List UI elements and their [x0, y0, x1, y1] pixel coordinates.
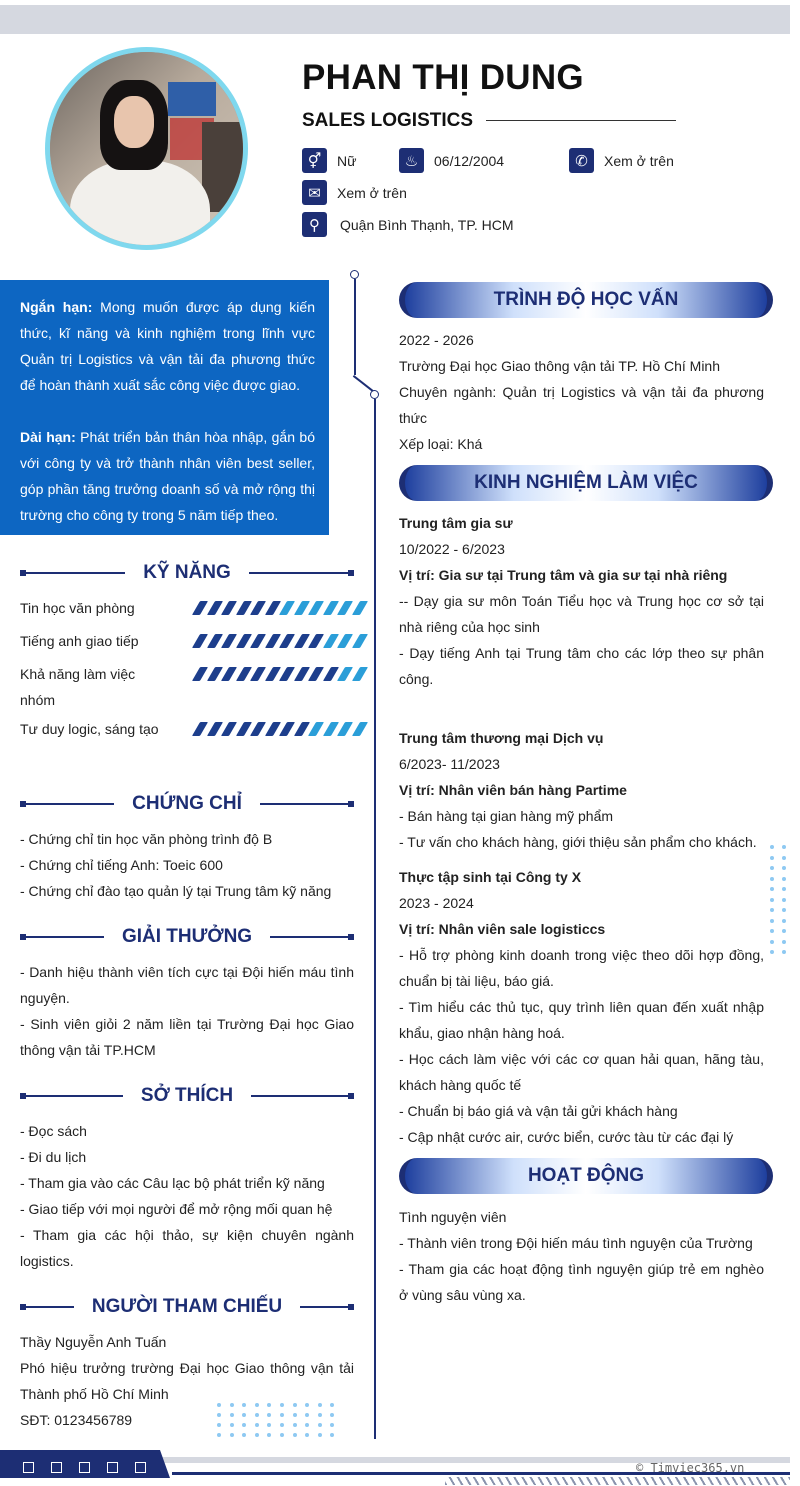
decorative-dot — [305, 1413, 309, 1417]
job-position: Vị trí: Nhân viên sale logisticcs — [399, 921, 606, 937]
decorative-dot — [242, 1403, 246, 1407]
timeline-line — [374, 399, 376, 1439]
list-item: - Tham gia các hội thảo, sự kiện chuyên ngành logistics. — [20, 1227, 354, 1269]
career-objective — [0, 280, 329, 535]
skill-level-segment — [192, 601, 208, 615]
decorative-dot — [770, 845, 774, 849]
decorative-dot — [305, 1403, 309, 1407]
decorative-dot — [330, 1433, 334, 1437]
decorative-dot — [770, 908, 774, 912]
decorative-dot — [255, 1413, 259, 1417]
skill-level-segment — [192, 634, 208, 648]
skill-level-segment — [322, 634, 338, 648]
decorative-dot — [770, 866, 774, 870]
list-item: - Danh hiệu thành viên tích cực tại Đội hiến máu tình nguyện. — [20, 964, 354, 1006]
decorative-dot — [330, 1403, 334, 1407]
skill-name: Khả năng làm việc nhóm — [20, 666, 136, 708]
skill-level-segment — [264, 667, 280, 681]
awards-list — [20, 959, 354, 1063]
decorative-dot — [782, 940, 786, 944]
certificates-heading — [20, 792, 354, 816]
long-term-text: Phát triển bản thân hòa nhập, gắn bó với công ty và trở thành nhân viên best seller, góp phần tăng trưởng doanh số và mở rộng thị trường cho công ty trong 5 năm tiếp theo. — [20, 429, 315, 523]
skill-level-segment — [279, 601, 295, 615]
job-duty: - Tìm hiểu các thủ tục, quy trình liên quan đến xuất nhập khẩu, giao nhận hàng hoá. — [399, 999, 764, 1041]
skill-level-segment — [250, 601, 266, 615]
gender-row — [302, 148, 356, 173]
skill-level-segment — [337, 634, 353, 648]
skills-heading — [20, 561, 354, 585]
decorative-dot — [770, 898, 774, 902]
awards-heading — [20, 925, 354, 949]
skill-row — [20, 661, 354, 713]
education-heading — [399, 282, 773, 318]
education-school: Trường Đại học Giao thông vận tải TP. Hồ Chí Minh — [399, 358, 721, 374]
list-item: - Thành viên trong Đội hiến máu tình nguyện của Trường — [399, 1235, 753, 1251]
phone-icon: ✆ — [569, 148, 594, 173]
skill-row — [20, 595, 354, 621]
skill-level-segment — [221, 601, 237, 615]
list-item: - Giao tiếp với mọi người để mở rộng mối quan hệ — [20, 1201, 333, 1217]
experience-title: KINH NGHIỆM LÀM VIỆC — [474, 472, 698, 493]
skill-name: Tiếng anh giao tiếp — [20, 633, 139, 649]
skill-level-segment — [250, 667, 266, 681]
decorative-dot — [217, 1433, 221, 1437]
list-item: - Chứng chỉ đào tạo quản lý tại Trung tâm kỹ năng — [20, 883, 332, 899]
experience-item — [399, 510, 764, 692]
decorative-dot — [280, 1413, 284, 1417]
decorative-dot — [293, 1423, 297, 1427]
education-major: Chuyên ngành: Quản trị Logistics và vận tải đa phương thức — [399, 384, 764, 426]
skill-level-segment — [293, 722, 309, 736]
skill-level-bar — [196, 634, 370, 648]
timeline-dot — [350, 270, 359, 279]
experience-item — [399, 725, 764, 855]
skill-level-segment — [337, 667, 353, 681]
avatar — [45, 47, 248, 250]
phone-row — [569, 148, 674, 173]
decorative-dot — [255, 1403, 259, 1407]
skill-level-bar — [196, 722, 370, 736]
skill-level-segment — [308, 722, 324, 736]
decorative-dot — [267, 1423, 271, 1427]
skill-name: Tư duy logic, sáng tạo — [20, 721, 159, 737]
decorative-dot — [217, 1403, 221, 1407]
decorative-dot — [770, 940, 774, 944]
short-term-text: Mong muốn được áp dụng kiến thức, kĩ năng và kinh nghiệm trong lĩnh vực Quản trị Logistics và vận tải đa phương thức để hoàn thành xuất sắc công việc được giao. — [20, 299, 315, 393]
footer-banner — [0, 1450, 800, 1486]
list-item: - Đi du lịch — [20, 1149, 87, 1165]
references-title: NGƯỜI THAM CHIẾU — [91, 1296, 283, 1317]
decorative-dot — [305, 1423, 309, 1427]
references-heading — [20, 1295, 354, 1319]
decorative-dot — [293, 1413, 297, 1417]
awards-title: GIẢI THƯỞNG — [121, 926, 253, 947]
skill-level-bar — [196, 601, 370, 615]
decorative-dot — [255, 1433, 259, 1437]
education-content — [399, 327, 764, 457]
job-title: SALES LOGISTICS — [302, 110, 474, 131]
list-item: - Chứng chỉ tin học văn phòng trình độ B — [20, 831, 273, 847]
skill-level-segment — [206, 634, 222, 648]
job-duty: - Chuẩn bị báo giá và vận tải gửi khách hàng — [399, 1103, 678, 1119]
skill-level-segment — [221, 667, 237, 681]
activities-title: HOẠT ĐỘNG — [527, 1165, 645, 1186]
decorative-dot — [217, 1413, 221, 1417]
job-period: 10/2022 - 6/2023 — [399, 541, 505, 557]
decorative-dot — [782, 887, 786, 891]
skill-level-segment — [322, 722, 338, 736]
skill-level-segment — [235, 722, 251, 736]
skill-level-segment — [351, 667, 367, 681]
candidate-name: PHAN THỊ DUNG — [302, 58, 584, 97]
decorative-dot — [293, 1433, 297, 1437]
skill-level-segment — [221, 722, 237, 736]
skill-level-segment — [293, 667, 309, 681]
decorative-dot — [280, 1433, 284, 1437]
decorative-dot — [293, 1403, 297, 1407]
decorative-dot — [230, 1433, 234, 1437]
skill-level-segment — [250, 722, 266, 736]
decorative-dot — [230, 1413, 234, 1417]
skill-level-segment — [279, 634, 295, 648]
job-duty: - Cập nhật cước air, cước biển, cước tàu từ các đại lý — [399, 1129, 734, 1145]
address-row — [302, 212, 514, 237]
decorative-dot — [242, 1423, 246, 1427]
birthday-cake-icon: ♨ — [399, 148, 424, 173]
skill-level-segment — [322, 667, 338, 681]
decorative-dot — [782, 950, 786, 954]
phone-value: Xem ở trên — [604, 152, 674, 169]
skill-level-segment — [279, 722, 295, 736]
decorative-dot — [770, 877, 774, 881]
decorative-dot — [770, 887, 774, 891]
job-duty: - Dạy tiếng Anh tại Trung tâm cho các lớp theo sự phân công. — [399, 645, 764, 687]
job-position: Vị trí: Nhân viên bán hàng Partime — [399, 782, 627, 798]
decorative-dot — [305, 1433, 309, 1437]
activities-content — [399, 1204, 764, 1308]
skill-level-segment — [192, 667, 208, 681]
skill-level-segment — [351, 722, 367, 736]
map-pin-icon: ⚲ — [302, 212, 327, 237]
education-period: 2022 - 2026 — [399, 332, 474, 348]
timeline-line — [354, 279, 356, 375]
list-item: - Tham gia các hoạt động tình nguyện giúp trẻ em nghèo ở vùng sâu vùng xa. — [399, 1261, 764, 1303]
skill-level-segment — [293, 601, 309, 615]
decorative-dot — [782, 919, 786, 923]
timeline-dot — [370, 390, 379, 399]
skill-level-segment — [337, 722, 353, 736]
skill-level-segment — [221, 634, 237, 648]
skill-level-segment — [235, 601, 251, 615]
job-period: 6/2023- 11/2023 — [399, 756, 500, 772]
skill-level-segment — [264, 601, 280, 615]
decorative-dot — [242, 1433, 246, 1437]
reference-title: Phó hiệu trưởng trường Đại học Giao thông vận tải Thành phố Hồ Chí Minh — [20, 1360, 354, 1402]
decorative-dot — [782, 877, 786, 881]
job-position: Vị trí: Gia sư tại Trung tâm và gia sư tại nhà riêng — [399, 567, 728, 583]
hobbies-title: SỞ THÍCH — [140, 1085, 234, 1106]
education-title: TRÌNH ĐỘ HỌC VẤN — [493, 289, 679, 310]
decorative-dot — [782, 929, 786, 933]
envelope-icon: ✉ — [302, 180, 327, 205]
certificates-title: CHỨNG CHỈ — [132, 793, 242, 814]
decorative-dot — [770, 950, 774, 954]
decorative-dot-grid — [770, 845, 786, 954]
company-name: Trung tâm gia sư — [399, 515, 513, 531]
decorative-dot — [782, 856, 786, 860]
job-duty: - Hỗ trợ phòng kinh doanh trong việc theo dõi hợp đồng, chuẩn bị tài liệu, báo giá. — [399, 947, 764, 989]
hobbies-list — [20, 1118, 354, 1274]
job-duty: - Tư vấn cho khách hàng, giới thiệu sản phẩm cho khách. — [399, 834, 757, 850]
job-duty: - Học cách làm việc với các cơ quan hải quan, hãng tàu, khách hàng quốc tế — [399, 1051, 764, 1093]
list-item: - Sinh viên giỏi 2 năm liền tại Trường Đại học Giao thông vận tải TP.HCM — [20, 1016, 354, 1058]
skill-level-segment — [308, 601, 324, 615]
skill-level-segment — [250, 634, 266, 648]
decorative-dot — [318, 1403, 322, 1407]
long-term-label: Dài hạn: — [20, 429, 76, 445]
skill-level-segment — [322, 601, 338, 615]
reference-name: Thầy Nguyễn Anh Tuấn — [20, 1334, 167, 1350]
skill-level-segment — [337, 601, 353, 615]
decorative-dot — [318, 1433, 322, 1437]
decorative-dot — [330, 1423, 334, 1427]
decorative-dot — [318, 1413, 322, 1417]
list-item: - Tham gia vào các Câu lạc bộ phát triển kỹ năng — [20, 1175, 325, 1191]
list-item: - Chứng chỉ tiếng Anh: Toeic 600 — [20, 857, 223, 873]
top-banner — [0, 5, 790, 34]
decorative-dot — [267, 1413, 271, 1417]
reference-phone: SĐT: 0123456789 — [20, 1412, 133, 1428]
hobbies-heading — [20, 1084, 354, 1108]
decorative-dot — [280, 1423, 284, 1427]
skill-level-segment — [351, 601, 367, 615]
gender-value: Nữ — [337, 152, 357, 169]
skill-level-segment — [206, 601, 222, 615]
experience-item — [399, 864, 764, 1150]
company-name: Thực tập sinh tại Công ty X — [399, 869, 582, 885]
decorative-dot — [255, 1423, 259, 1427]
experience-heading — [399, 465, 773, 501]
decorative-dot-grid — [217, 1403, 334, 1437]
skill-level-segment — [264, 722, 280, 736]
skill-level-segment — [235, 634, 251, 648]
decorative-dot — [242, 1413, 246, 1417]
skill-name: Tin học văn phòng — [20, 600, 135, 616]
list-item: Tình nguyện viên — [399, 1209, 507, 1225]
skill-level-segment — [351, 634, 367, 648]
activities-heading — [399, 1158, 773, 1194]
skill-level-segment — [293, 634, 309, 648]
short-term-label: Ngắn hạn: — [20, 299, 93, 315]
skill-row — [20, 628, 354, 654]
certificates-list — [20, 826, 354, 904]
profile-photo — [50, 52, 243, 245]
skill-row — [20, 716, 354, 768]
skill-level-segment — [308, 667, 324, 681]
title-divider — [486, 120, 676, 121]
decorative-dot — [330, 1413, 334, 1417]
decorative-dot — [782, 908, 786, 912]
skill-level-segment — [279, 667, 295, 681]
watermark: © Timviec365.vn — [636, 1461, 745, 1475]
skills-title: KỸ NĂNG — [143, 562, 231, 583]
decorative-dot — [782, 898, 786, 902]
decorative-dot — [267, 1433, 271, 1437]
skill-level-bar — [196, 667, 370, 681]
list-item: - Đọc sách — [20, 1123, 87, 1139]
decorative-dot — [267, 1403, 271, 1407]
decorative-dot — [217, 1423, 221, 1427]
job-duty: -- Dạy gia sư môn Toán Tiểu học và Trung học cơ sở tại nhà riêng của học sinh — [399, 593, 764, 635]
decorative-dot — [782, 845, 786, 849]
decorative-dot — [770, 856, 774, 860]
job-duty: - Bán hàng tại gian hàng mỹ phẩm — [399, 808, 614, 824]
education-grade: Xếp loại: Khá — [399, 436, 483, 452]
decorative-dot — [318, 1423, 322, 1427]
skill-level-segment — [308, 634, 324, 648]
skill-level-segment — [264, 634, 280, 648]
company-name: Trung tâm thương mại Dịch vụ — [399, 730, 604, 746]
gender-icon: ⚥ — [302, 148, 327, 173]
email-row — [302, 180, 407, 205]
decorative-dot — [230, 1403, 234, 1407]
skill-level-segment — [206, 667, 222, 681]
decorative-dot — [280, 1403, 284, 1407]
decorative-dot — [230, 1423, 234, 1427]
skill-level-segment — [206, 722, 222, 736]
skill-level-segment — [192, 722, 208, 736]
dob-value: 06/12/2004 — [434, 152, 505, 169]
address-value: Quận Bình Thạnh, TP. HCM — [340, 216, 514, 233]
decorative-dot — [770, 929, 774, 933]
skill-level-segment — [235, 667, 251, 681]
job-period: 2023 - 2024 — [399, 895, 474, 911]
email-value: Xem ở trên — [337, 184, 407, 201]
dob-row — [399, 148, 504, 173]
decorative-dot — [782, 866, 786, 870]
decorative-dot — [770, 919, 774, 923]
